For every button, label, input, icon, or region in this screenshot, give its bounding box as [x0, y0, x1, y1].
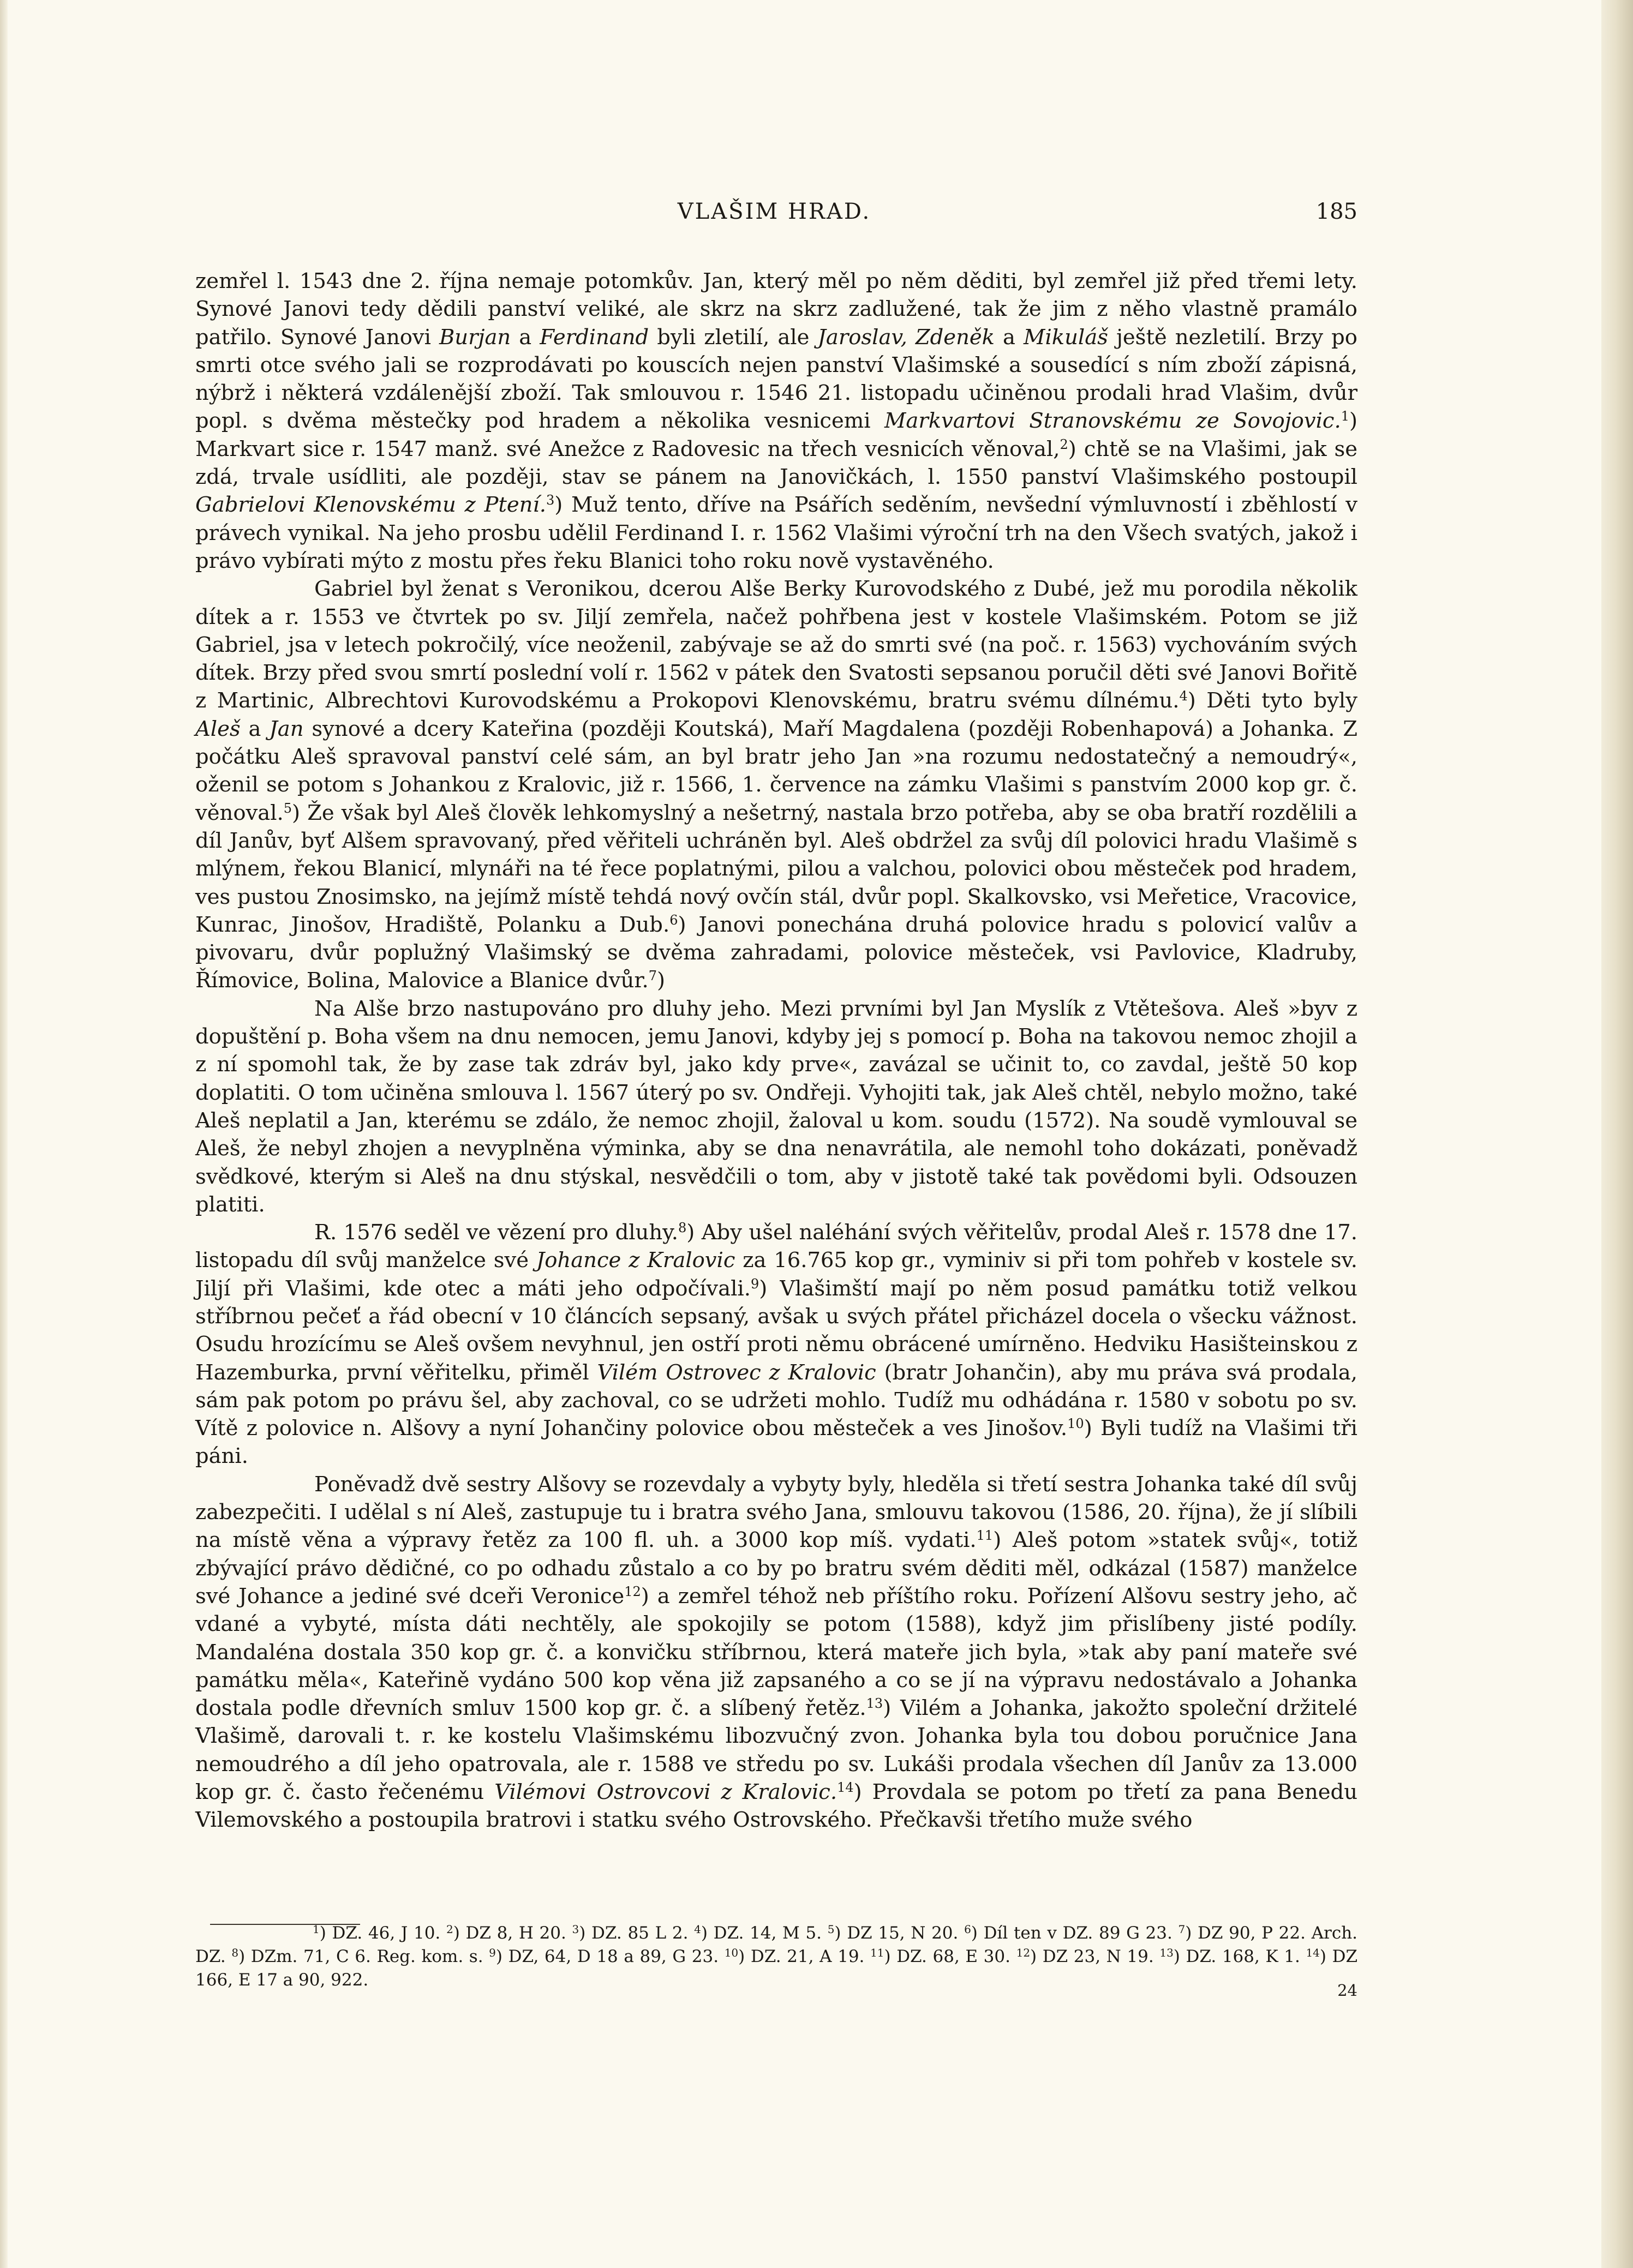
- page-edge-right: [1601, 0, 1633, 2268]
- footnote-ref: 14: [837, 1780, 854, 1796]
- signature-mark: 24: [1337, 1981, 1357, 2000]
- italic-name: Ferdinand: [540, 325, 649, 350]
- italic-name: Aleš: [195, 716, 241, 741]
- text-run: a: [240, 716, 270, 741]
- paragraph: [195, 575, 1357, 994]
- footnote-ref: 11: [976, 1528, 994, 1544]
- footnote-ref: 7: [1178, 1923, 1186, 1936]
- text-run: ) DZ 166, E 17 a 90, 922.: [195, 1947, 1357, 1990]
- footnote-ref: 2: [1060, 436, 1068, 452]
- footnote-ref: 3: [546, 493, 555, 508]
- footnote-ref: 1: [313, 1923, 320, 1936]
- text-run: R. 1576 seděl ve vězení pro dluhy.: [314, 1220, 679, 1245]
- footnote-ref: 6: [964, 1923, 971, 1936]
- footnote-ref: 8: [231, 1946, 239, 1959]
- footnote-ref: 1: [1341, 409, 1349, 424]
- footnote-ref: 6: [669, 912, 678, 928]
- text-run: ) DZ 23, N 19.: [1030, 1947, 1160, 1966]
- footnote-ref: 8: [678, 1220, 687, 1236]
- text-run: a: [511, 325, 540, 350]
- italic-name: Burjan: [439, 325, 511, 350]
- italic-name: Markvartovi Stranovskému ze Sovojovic.: [884, 409, 1341, 434]
- text-run: ) Muž tento, dříve na Psářích seděním, nevšední výmluvností i zběhlostí v právech vynikal. Na jeho prosbu udělil Ferdinand I. r. 1562 Vlašimi výroční trh na den Všech svatých, jakož i právo vybírati mýto z mostu přes řeku Blanici toho roku nově vystavěného.: [195, 493, 1357, 573]
- footnote-ref: 10: [724, 1946, 739, 1959]
- footnote-ref: 9: [750, 1276, 759, 1292]
- text-run: ) Provdala se potom po třetí za pana Benedu Vilemovského a postoupila bratrovi i statku svého Ostrovského. Přečkavši třetího muže svého: [195, 1780, 1357, 1833]
- footnote-ref: 9: [489, 1946, 496, 1959]
- text-run: zemřel l. 1543 dne 2. října nemaje potomkův. Jan, který měl po něm děditi, byl zemřel již před třemi lety. Synové Janovi tedy dědili panství veliké, ale skrz na skrz zadlužené, tak že jim z něho vlastně pramálo patřilo. Synové Janovi: [195, 269, 1357, 350]
- footnote-ref: 14: [1306, 1946, 1320, 1959]
- text-run: ještě nezletilí. Brzy po smrti otce svého jali se rozprodávati po kouscích nejen panství Vlašimské a sousedící s ním zboží zápisná, nýbrž i některá vzdálenější zboží. Tak smlouvou r. 1546 21. listopadu učiněnou prodali hrad Vlašim, dvůr popl. s dvěma městečky pod hradem a několika vesnicemi: [195, 325, 1357, 434]
- paragraph: [195, 1471, 1357, 1834]
- text-run: ) Janovi ponechána druhá polovice hradu s polovicí valův a pivovaru, dvůr poplužný Vlašimský se dvěma zahradami, polovice městeček, vsi Pavlovice, Kladruby, Římovice, Bolina, Malovice a Blanice dvůr.: [195, 912, 1357, 993]
- italic-name: Gabrielovi Klenovskému z Ptení.: [195, 493, 547, 518]
- italic-name: Vilém Ostrovec z Kralovic: [597, 1360, 876, 1385]
- footnote-ref: 12: [624, 1583, 641, 1599]
- text-run: ) Díl ten v DZ. 89 G 23.: [971, 1923, 1179, 1943]
- footnote-ref: 10: [1067, 1416, 1084, 1432]
- paragraph: [195, 267, 1357, 575]
- paragraph: [195, 1219, 1357, 1471]
- text-run: ) Vilém a Johanka, jakožto společní držitelé Vlašimě, darovali t. r. ke kostelu Vlašimskému libozvučný zvon. Johanka byla tou dobou poručnice Jana nemoudrého a díl jeho opatrovala, ale r. 1588 ve středu po sv. Lukáši prodala všechen díl Janův za 13.000 kop gr. č. často řečenému: [195, 1696, 1357, 1805]
- text-run: ) DZ. 46, J 10.: [319, 1923, 446, 1943]
- footnote-ref: 7: [648, 968, 657, 984]
- footnote-ref: 4: [1179, 688, 1188, 704]
- text-run: ) DZ. 85 L 2.: [579, 1923, 695, 1943]
- text-run: a: [995, 325, 1024, 350]
- footnote-ref: 13: [866, 1696, 883, 1712]
- paragraph: [195, 995, 1357, 1219]
- text-run: ) DZ. 14, M 5.: [701, 1923, 828, 1943]
- text-run: ) Aleš potom »statek svůj«, totiž zbývající právo dědičné, co po odhadu zůstalo a co by po bratru svém děditi měl, odkázal (1587) manželce své Johance a jediné své dceři Veronice: [195, 1528, 1357, 1609]
- text-run: Poněvadž dvě sestry Alšovy se rozevdaly a vybyty byly, hleděla si třetí sestra Johanka také díl svůj zabezpečiti. I udělal s ní Aleš, zastupuje tu i bratra svého Jana, smlouvu takovou (1586, 20. října), že jí slíbili na místě věna a výpravy řetěz za 100 fl. uh. a 3000 kop míš. vydati.: [195, 1472, 1357, 1553]
- text-run: ) DZ, 64, D 18 a 89, G 23.: [495, 1947, 725, 1966]
- footnote-ref: 4: [694, 1923, 701, 1936]
- text-run: ) Že však byl Aleš člověk lehkomyslný a nešetrný, nastala brzo potřeba, aby se oba bratří rozdělili a díl Janův, byť Alšem spravovaný, před věřiteli uchráněn byl. Aleš obdržel za svůj díl polovici hradu Vlašimě s mlýnem, řekou Blanicí, mlynáři na té řece poplatnými, pilou a valchou, polovici obou městeček pod hradem, ves pustou Znosimsko, na jejímž místě tehdá nový ovčín stál, dvůr popl. Skalkovsko, vsi Meřetice, Vracovice, Kunrac, Jinošov, Hradiště, Polanku a Dub.: [195, 800, 1357, 937]
- footnote-ref: 5: [283, 800, 292, 816]
- text-run: ) Markvart sice r. 1547 manž. své Anežce z Radovesic na třech vesnicích věnoval,: [195, 409, 1357, 461]
- running-head: [191, 199, 1357, 237]
- footnote-ref: 11: [870, 1946, 884, 1959]
- text-run: za 16.765 kop gr., vyminiv si při tom pohřeb v kostele sv. Jiljí při Vlašimi, kde otec a máti jeho odpočívali.: [195, 1248, 1357, 1301]
- footnotes: [195, 1922, 1357, 1992]
- text-run: ) DZ 15, N 20.: [834, 1923, 965, 1943]
- text-run: ) Aby ušel naléhání svých věřitelův, prodal Aleš r. 1578 dne 17. listopadu díl svůj manželce své: [195, 1220, 1357, 1273]
- text-run: byli zletilí, ale: [649, 325, 818, 350]
- text-run: ) DZ. 21, A 19.: [738, 1947, 871, 1966]
- text-run: ) DZ 90, P 22. Arch. DZ.: [195, 1923, 1358, 1966]
- footnote-ref: 5: [827, 1923, 835, 1936]
- text-run: ) chtě se na Vlašimi, jak se zdá, trvale usídliti, ale později, stav se pánem na Janovičkách, l. 1550 panství Vlašimského postoupil: [195, 436, 1357, 490]
- footnote-ref: 3: [572, 1923, 579, 1936]
- text-run: ) Vlašimští mají po něm posud památku totiž velkou stříbrnou pečeť a řád obecní v 10 článcích sepsaný, avšak u svých přátel přicházel docela o všecku vážnost. Osudu hrozícímu se Aleš ovšem nevyhnul, jen ostří proti němu obrácené umírněno. Hedviku Hasišteinskou z Hazemburka, první věřitelku, přiměl: [195, 1276, 1357, 1385]
- text-run: ) a zemřel téhož neb příštího roku. Pořízení Alšovu sestry jeho, ač vdané a vybyté, místa dáti nechtěly, ale spokojily se potom (1588), když jim přislíbeny jisté podíly. Mandaléna dostala 350 kop gr. č. a konvičku stříbrnou, která mateře jich byla, »tak aby paní mateře své památku měla«, Kateřině vydáno 500 kop věna již zapsaného a co se jí na výpravu nedostávalo a Johanka dostala podle dřevních smluv 1500 kop gr. č. a slíbený řetěz.: [195, 1583, 1357, 1721]
- italic-name: Vilémovi Ostrovcovi z Kralovic.: [494, 1780, 838, 1805]
- text-run: ) DZ 8, H 20.: [453, 1923, 572, 1943]
- italic-name: Johance z Kralovic: [536, 1248, 735, 1273]
- text-run: ): [657, 968, 666, 993]
- text-run: ) Byli tudíž na Vlašimi tři páni.: [195, 1416, 1357, 1469]
- page-number: 185: [1315, 199, 1357, 224]
- text-run: ) Děti tyto byly: [1187, 688, 1357, 713]
- text-run: (bratr Johančin), aby mu práva svá prodala, sám pak potom po právu šel, aby zachoval, co se udržeti mohlo. Tudíž mu odhádána r. 1580 v sobotu po sv. Vítě z polovice n. Alšovy a nyní Johančiny polovice obou městeček a ves Jinošov.: [195, 1360, 1357, 1441]
- running-title: VLAŠIM HRAD.: [677, 199, 871, 224]
- text-run: Na Alše brzo nastupováno pro dluhy jeho. Mezi prvními byl Jan Myslík z Vtětešova. Aleš »byv z dopuštění p. Boha všem na dnu nemocen, jemu Janovi, kdyby jej s pomocí p. Boha na takovou nemoc zhojil a z ní spomohl tak, že by zase tak zdráv byl, jako kdy prve«, zavázal se učinit to, co zavdal, ještě 50 kop doplatiti. O tom učiněna smlouva l. 1567 úterý po sv. Ondřeji. Vyhojiti tak, jak Aleš chtěl, nebylo možno, také Aleš neplatil a Jan, kterému se zdálo, že nemoc zhojil, žaloval u kom. soudu (1572). Na soudě vymlouval se Aleš, že nebyl zhojen a nevyplněna výminka, aby se dna nenavrátila, ale nemohl toho dokázati, poněvadž svědkové, kterým si Aleš na dnu stýskal, nesvědčili o tom, aby v jistotě také tak povědomi byli. Odsouzen platiti.: [195, 996, 1357, 1217]
- text-run: ) DZ. 68, E 30.: [884, 1947, 1016, 1966]
- footnote-ref: 13: [1159, 1946, 1174, 1959]
- footnote-list: [195, 1922, 1357, 1992]
- text-run: ) DZ. 168, K 1.: [1173, 1947, 1306, 1966]
- body-text: [195, 267, 1357, 1834]
- footnote-ref: 2: [446, 1923, 453, 1936]
- text-run: Gabriel byl ženat s Veronikou, dcerou Alše Berky Kurovodského z Dubé, jež mu porodila několik dítek a r. 1553 ve čtvrtek po sv. Jiljí zemřela, načež pohřbena jest v kostele Vlašimském. Potom se již Gabriel, jsa v letech pokročilý, více neoženil, zabývaje se až do smrti své (na poč. r. 1563) vychováním svých dítek. Brzy před svou smrtí poslední volí r. 1562 v pátek den Svatosti sepsanou poručil děti své Janovi Bořitě z Martinic, Albrechtovi Kurovodskému a Prokopovi Klenovskému, bratru svému dílnému.: [195, 577, 1357, 713]
- italic-name: Jan: [269, 716, 304, 741]
- page-edge-left: [0, 0, 8, 2268]
- italic-name: Mikuláš: [1024, 325, 1108, 350]
- text-run: synové a dcery Kateřina (později Koutská), Maří Magdalena (později Robenhapová) a Johanka. Z počátku Aleš spravoval panství celé sám, an byl bratr jeho Jan »na rozumu nedostatečný a nemoudrý«, oženil se potom s Johankou z Kralovic, již r. 1566, 1. července na zámku Vlašimi s panstvím 2000 kop gr. č. věnoval.: [195, 716, 1357, 825]
- italic-name: Jaroslav, Zdeněk: [817, 325, 995, 350]
- footnote-ref: 12: [1016, 1946, 1031, 1959]
- text-run: ) DZm. 71, C 6. Reg. kom. s.: [238, 1947, 489, 1966]
